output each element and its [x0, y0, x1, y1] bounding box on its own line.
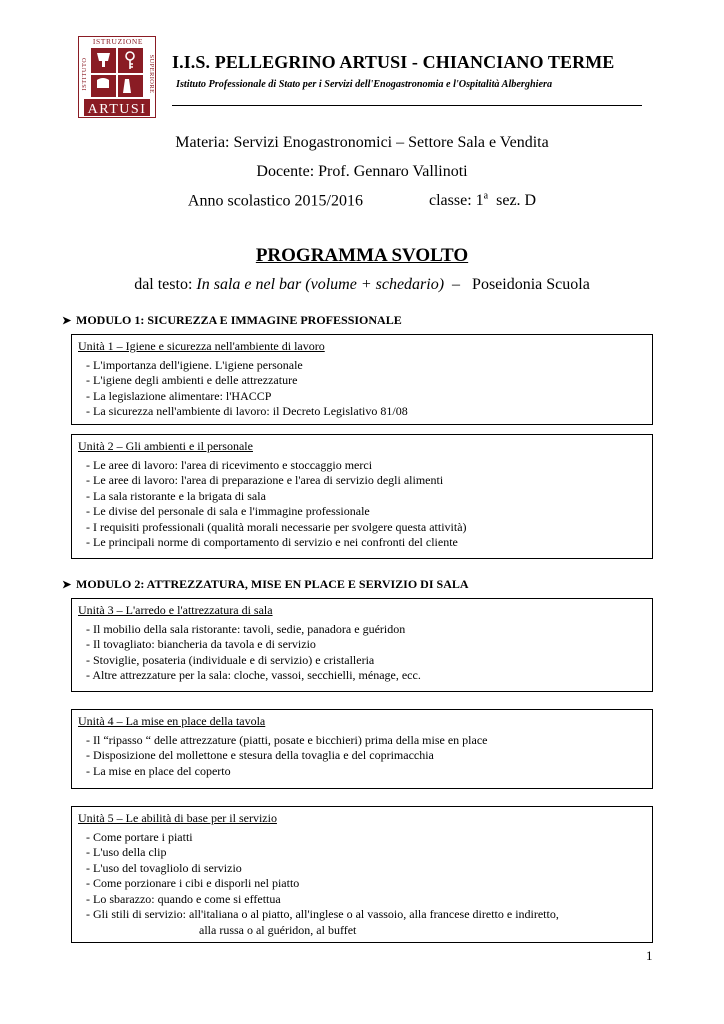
unit-title: Unità 4 – La mise en place della tavola: [78, 714, 266, 728]
textbook-publisher: Poseidonia Scuola: [468, 276, 590, 293]
module-heading: [62, 313, 402, 328]
list-item: - Gli stili di servizio: all'italiana o al piatto, all'inglese o al vassoio, alla francese diretto e indiretto,: [86, 907, 559, 921]
header-divider: [172, 105, 642, 106]
list-item: - L'importanza dell'igiene. L'igiene personale: [86, 357, 303, 372]
class-label: [429, 192, 536, 209]
textbook-prefix: dal testo:: [134, 276, 197, 293]
textbook-separator: –: [444, 276, 469, 293]
unit-title: Unità 1 – Igiene e sicurezza nell'ambiente di lavoro: [78, 339, 325, 353]
teacher-line: Docente: Prof. Gennaro Vallinoti: [256, 163, 468, 180]
class-superscript: a: [483, 191, 489, 202]
unit-topic-list: [78, 733, 646, 780]
unit-box: [71, 806, 653, 943]
unit-topic-list: [78, 622, 646, 684]
unit-topic-list: [78, 458, 646, 551]
logo-left-text: ISTITUTO: [81, 57, 88, 91]
subject-line: Materia: Servizi Enogastronomici – Settore Sala e Vendita: [175, 134, 549, 151]
school-name: I.I.S. PELLEGRINO ARTUSI - CHIANCIANO TERME: [172, 52, 615, 72]
program-title: PROGRAMMA SVOLTO: [255, 245, 469, 266]
list-item: - Come porzionare i cibi e disporli nel piatto: [86, 876, 300, 890]
textbook-title: In sala e nel bar (volume + schedario): [196, 276, 445, 293]
list-item: - Le principali norme di comportamento di servizio e nei confronti del cliente: [86, 535, 458, 549]
unit-title: Unità 5 – Le abilità di base per il servizio: [78, 811, 277, 825]
class-section: sez. D: [488, 192, 537, 210]
list-item: - L'igiene degli ambienti e delle attrezzature: [86, 373, 298, 387]
list-item: - La sala ristorante e la brigata di sala: [86, 488, 266, 503]
list-item: - Come portare i piatti: [86, 829, 193, 844]
unit-title: Unità 2 – Gli ambienti e il personale: [78, 439, 253, 453]
module-title: MODULO 1: SICUREZZA E IMMAGINE PROFESSIONALE: [76, 313, 402, 327]
list-item: - L'uso del tovagliolo di servizio: [86, 860, 242, 875]
unit-topic-list: [78, 830, 646, 939]
arrow-bullet-icon: ➤: [62, 315, 72, 327]
list-item: - Le aree di lavoro: l'area di preparazione e l'area di servizio degli alimenti: [86, 473, 444, 487]
school-year: Anno scolastico 2015/2016: [187, 192, 363, 210]
list-item: - Altre attrezzature per la sala: cloche, vassoi, secchielli, ménage, ecc.: [86, 668, 421, 682]
list-item: - L'uso della clip: [86, 845, 167, 859]
unit-box: [71, 598, 653, 692]
unit-title: Unità 3 – L'arredo e l'attrezzatura di sala: [78, 603, 273, 617]
school-subtitle: Istituto Professionale di Stato per i Servizi dell'Enogastronomia e l'Ospitalità Alberghiera: [176, 79, 553, 90]
logo-bottom-text: ARTUSI: [87, 102, 147, 117]
module-title: MODULO 2: ATTREZZATURA, MISE EN PLACE E SERVIZIO DI SALA: [76, 577, 469, 591]
list-item: - Il tovagliato: biancheria da tavola e di servizio: [86, 637, 316, 651]
year-class-line: [0, 191, 724, 210]
list-item: - Le aree di lavoro: l'area di ricevimento e stoccaggio merci: [86, 457, 373, 472]
list-item: - Il mobilio della sala ristorante: tavoli, sedie, panadora e guéridon: [86, 621, 406, 636]
list-item: - La sicurezza nell'ambiente di lavoro: il Decreto Legislativo 81/08: [86, 404, 408, 418]
class-prefix: classe: 1: [429, 192, 484, 210]
unit-box: [71, 334, 653, 425]
list-item: - Le divise del personale di sala e l'immagine professionale: [86, 504, 370, 518]
list-item: - Il “ripasso “ delle attrezzature (piatti, posate e bicchieri) prima della mise en place: [86, 732, 488, 747]
list-item: - Stoviglie, posateria (individuale e di servizio) e cristalleria: [86, 652, 375, 667]
arrow-bullet-icon: ➤: [62, 579, 72, 591]
unit-box: [71, 709, 653, 789]
list-item: - La legislazione alimentare: l'HACCP: [86, 388, 272, 403]
unit-box: [71, 434, 653, 559]
module-heading: [62, 577, 469, 592]
list-item: - I requisiti professionali (qualità morali necessarie per svolgere questa attività): [86, 519, 467, 534]
logo-right-text: SUPERIORE: [148, 54, 155, 94]
logo-top-text: ISTRUZIONE: [92, 37, 144, 46]
list-item: - Lo sbarazzo: quando e come si effettua: [86, 891, 281, 906]
list-item: - Disposizione del mollettone e stesura della tovaglia e del coprimacchia: [86, 748, 434, 762]
textbook-line: [0, 276, 724, 294]
page-number: 1: [646, 948, 653, 963]
list-item-continuation: alla russa o al guéridon, al buffet: [199, 922, 357, 937]
unit-topic-list: [78, 358, 646, 420]
list-item: - La mise en place del coperto: [86, 763, 231, 778]
school-logo: [78, 36, 156, 118]
